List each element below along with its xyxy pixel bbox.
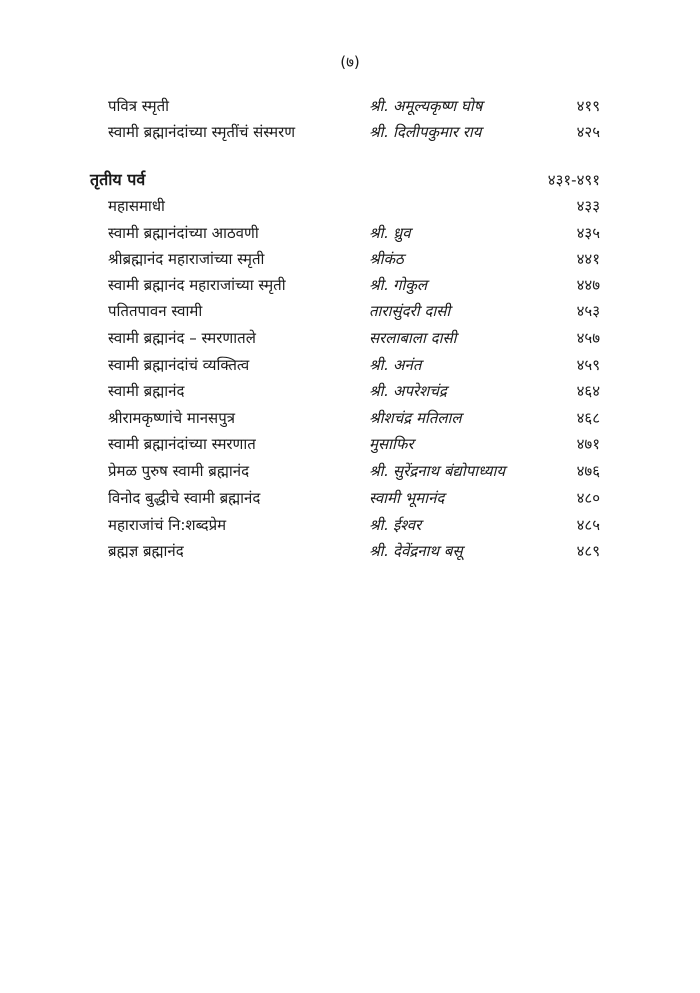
toc-entry-author: श्री. ईश्वर bbox=[369, 516, 422, 534]
section-title: तृतीय पर्व bbox=[90, 170, 146, 189]
toc-entry-page: ४५७ bbox=[576, 329, 600, 347]
toc-entry-title: ब्रह्मज्ञ ब्रह्मानंद bbox=[108, 542, 184, 560]
section-page-range: ४३१-४९१ bbox=[547, 171, 600, 189]
toc-entry bbox=[0, 538, 700, 564]
section-heading bbox=[0, 167, 700, 193]
toc-entry-page: ४५३ bbox=[576, 302, 600, 320]
toc-entry-title: स्वामी ब्रह्मानंदांचं व्यक्तित्व bbox=[108, 356, 250, 374]
toc-entry bbox=[0, 220, 700, 246]
toc-entry bbox=[0, 272, 700, 298]
toc-entry-title: स्वामी ब्रह्मानंद – स्मरणातले bbox=[108, 329, 256, 347]
toc-entry-author: श्रीकंठ bbox=[369, 250, 404, 268]
toc-entry-page: ४२५ bbox=[576, 123, 600, 141]
toc-entry-author: श्री. दिलीपकुमार राय bbox=[369, 123, 482, 141]
page-number: (७) bbox=[340, 53, 360, 71]
toc-entry-author: तारासुंदरी दासी bbox=[369, 302, 451, 320]
toc-entry bbox=[0, 93, 700, 119]
toc-entry-page: ४८५ bbox=[576, 516, 600, 534]
toc-entry-page: ४८९ bbox=[576, 542, 600, 560]
toc-entry-page: ४७१ bbox=[576, 435, 600, 453]
toc-entry-author: श्री. अमूल्यकृष्ण घोष bbox=[369, 97, 483, 115]
toc-entry-author: मुसाफिर bbox=[369, 435, 414, 453]
toc-entry-title: महाराजांचं नि:शब्दप्रेम bbox=[108, 516, 227, 534]
toc-entry-page: ४६४ bbox=[576, 382, 600, 400]
toc-entry-title: श्रीरामकृष्णांचे मानसपुत्र bbox=[108, 409, 235, 427]
toc-entry-author: श्री. गोकुल bbox=[369, 276, 428, 294]
toc-entry-page: ४३३ bbox=[576, 197, 600, 215]
toc-entry bbox=[0, 485, 700, 511]
toc-entry bbox=[0, 512, 700, 538]
toc-entry-title: पतितपावन स्वामी bbox=[108, 302, 203, 320]
toc-entry-title: स्वामी ब्रह्मानंद महाराजांच्या स्मृती bbox=[108, 276, 286, 294]
toc-entry bbox=[0, 405, 700, 431]
toc-entry bbox=[0, 325, 700, 351]
toc-entry-page: ४४१ bbox=[576, 250, 600, 268]
toc-entry-title: स्वामी ब्रह्मानंदांच्या स्मरणात bbox=[108, 435, 256, 453]
toc-entry-author: श्रीशचंद्र मतिलाल bbox=[369, 409, 462, 427]
toc-entry-title: स्वामी ब्रह्मानंदांच्या स्मृतींचं संस्मरण bbox=[108, 123, 296, 141]
toc-entry-author: श्री. देवेंद्रनाथ बसू bbox=[369, 542, 463, 560]
toc-entry-title: प्रेमळ पुरुष स्वामी ब्रह्मानंद bbox=[108, 462, 250, 480]
toc-entry-author: सरलाबाला दासी bbox=[369, 329, 457, 347]
toc-entry bbox=[0, 458, 700, 484]
toc-entry-page: ४१९ bbox=[576, 97, 600, 115]
toc-entry-page: ४८० bbox=[576, 489, 600, 507]
toc-entry-title: स्वामी ब्रह्मानंद bbox=[108, 382, 185, 400]
toc-entry-author: श्री. अपरेशचंद्र bbox=[369, 382, 447, 400]
toc-entry-page: ४६८ bbox=[576, 409, 600, 427]
toc-entry bbox=[0, 246, 700, 272]
toc-entry-author: श्री. सुरेंद्रनाथ बंद्योपाध्याय bbox=[369, 462, 506, 480]
toc-entry-page: ४३५ bbox=[576, 224, 600, 242]
toc-entry bbox=[0, 298, 700, 324]
toc-entry-author: श्री. ध्रुव bbox=[369, 224, 411, 242]
toc-entry bbox=[0, 119, 700, 145]
toc-entry-title: पवित्र स्मृती bbox=[108, 97, 170, 115]
toc-entry-page: ४५९ bbox=[576, 356, 600, 374]
toc-entry bbox=[0, 352, 700, 378]
toc-entry-title: महासमाधी bbox=[108, 197, 165, 215]
toc-entry-author: स्वामी भूमानंद bbox=[369, 489, 445, 507]
toc-entry-page: ४७६ bbox=[576, 462, 600, 480]
toc-entry-title: श्रीब्रह्मानंद महाराजांच्या स्मृती bbox=[108, 250, 265, 268]
toc-entry bbox=[0, 378, 700, 404]
toc-entry bbox=[0, 431, 700, 457]
toc-entry-title: विनोद बुद्धीचे स्वामी ब्रह्मानंद bbox=[108, 489, 261, 507]
toc-entry-page: ४४७ bbox=[576, 276, 600, 294]
toc-entry-title: स्वामी ब्रह्मानंदांच्या आठवणी bbox=[108, 224, 259, 242]
toc-entry bbox=[0, 193, 700, 219]
toc-entry-author: श्री. अनंत bbox=[369, 356, 422, 374]
